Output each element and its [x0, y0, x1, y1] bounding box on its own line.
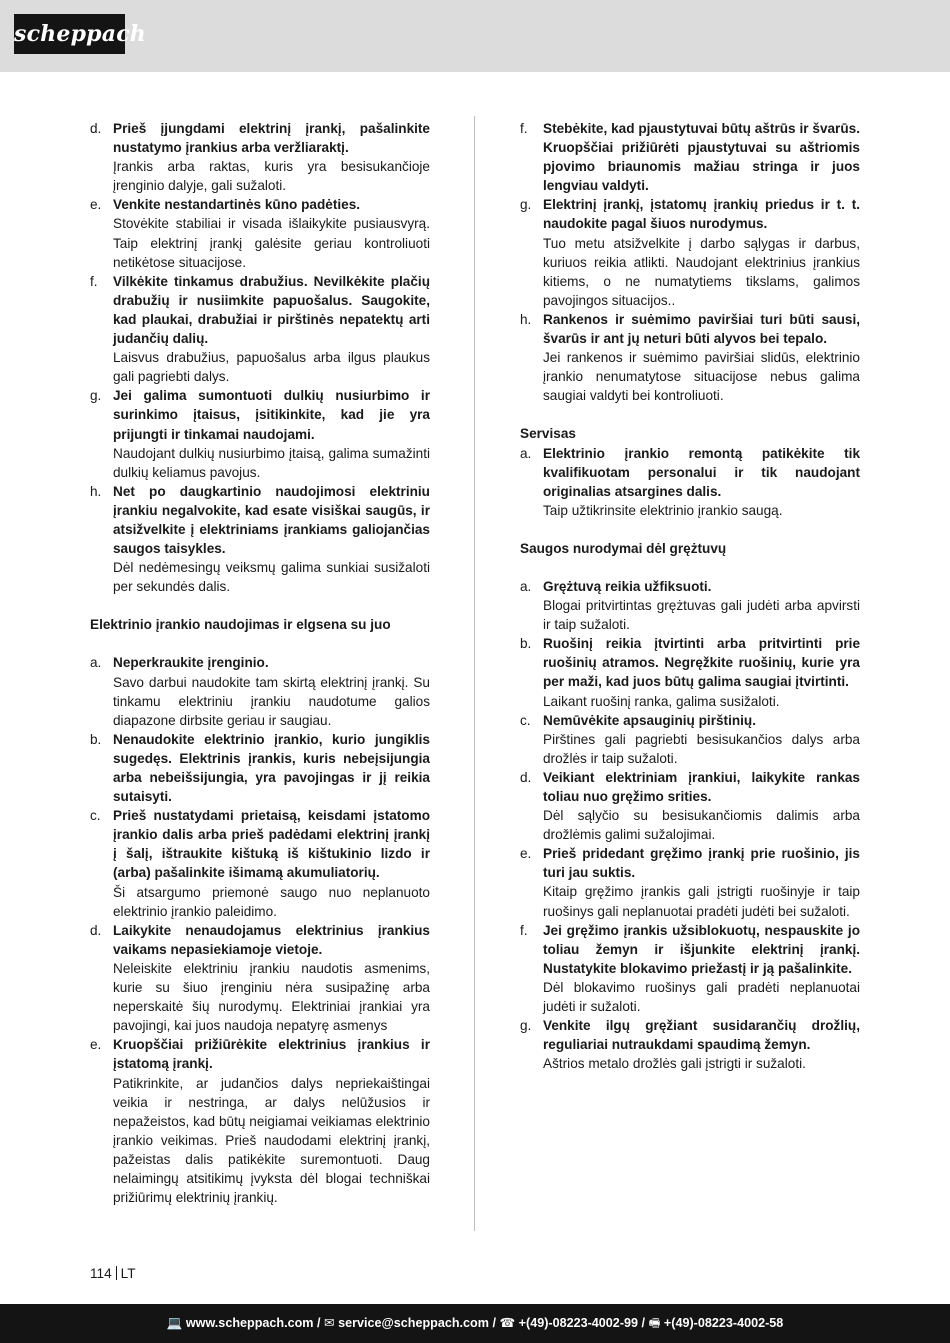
list-item	[90, 272, 430, 387]
instruction-title: Elektrinį įrankį, įstatomų įrankių priedus ir t. t. naudokite pagal šiuos nurodymus.	[543, 197, 860, 232]
list-marker: c.	[520, 712, 531, 728]
list-marker: a.	[520, 445, 532, 461]
spacer	[520, 558, 860, 577]
instruction-title: Prieš įjungdami elektrinį įrankį, pašalinkite nustatymo įrankius arba veržliaraktį.	[113, 121, 430, 156]
instruction-title: Rankenos ir suėmimo paviršiai turi būti sausi, švarūs ir ant jų neturi būti alyvos bei tepalo.	[543, 311, 860, 347]
list-marker: h.	[520, 311, 532, 327]
page-header	[0, 0, 950, 72]
list-marker: b.	[90, 731, 102, 747]
instruction-description: Stovėkite stabiliai ir visada išlaikykite pusiausvyrą. Taip elektrinį įrankį galėsite geriau kontroliuoti netikėtose situacijose.	[113, 216, 430, 270]
right-list-tool-use-cont	[520, 119, 860, 405]
list-item	[90, 195, 430, 271]
fax-icon: 🖷	[648, 1316, 661, 1330]
list-marker: e.	[90, 197, 102, 213]
spacer	[520, 405, 860, 424]
list-item	[520, 844, 860, 920]
website-link[interactable]: www.scheppach.com /	[185, 1316, 321, 1330]
list-item	[520, 577, 860, 634]
separator	[116, 1266, 117, 1280]
list-item	[520, 444, 860, 520]
list-marker: c.	[90, 808, 101, 824]
list-item	[520, 1016, 860, 1073]
instruction-title: Nenaudokite elektrinio įrankio, kurio jungiklis sugedęs. Elektrinis įrankis, kuris nebeįsijungia arba nebeišsijungia, yra pavojingas ir jį reikia sutaisyti.	[113, 731, 430, 805]
left-list-tool-use	[90, 653, 430, 1207]
instruction-title: Venkite ilgų gręžiant susidarančių drožlių, reguliariai nutraukdami spaudimą žemyn.	[543, 1018, 860, 1053]
instruction-description: Dėl blokavimo ruošinys gali pradėti neplanuotai judėti ir sužaloti.	[543, 979, 860, 1015]
list-marker: a.	[520, 578, 532, 594]
list-marker: g.	[520, 1018, 532, 1034]
phone-icon: ☎	[499, 1316, 516, 1330]
list-marker: e.	[520, 846, 532, 862]
left-column	[90, 119, 430, 1207]
list-item	[520, 634, 860, 710]
instruction-description: Laikant ruošinį ranka, galima susižaloti.	[543, 693, 780, 709]
instruction-description: Savo darbui naudokite tam skirtą elektrinį įrankį. Su tinkamu elektriniu įrankiu naudotume galios diapazone dirbsite geriau ir saugiau.	[113, 674, 430, 728]
instruction-description: Pirštines gali pagriebti besisukančios dalys arba drožlės ir taip sužaloti.	[543, 731, 860, 766]
instruction-title: Prieš pridedant gręžimo įrankį prie ruošinio, jis turi jau suktis.	[543, 846, 860, 881]
instruction-title: Nemūvėkite apsauginių pirštinių.	[543, 712, 757, 728]
spacer	[90, 596, 430, 615]
language-code: LT	[120, 1266, 136, 1281]
page-number: 114	[90, 1266, 112, 1281]
instruction-title: Veikiant elektriniam įrankiui, laikykite rankas toliau nuo gręžimo srities.	[543, 769, 860, 804]
list-item	[90, 386, 430, 481]
list-item	[520, 768, 860, 844]
section-heading-drill-safety: Saugos nurodymai dėl grężtuvų	[520, 540, 727, 556]
list-item	[90, 921, 430, 1036]
email-link[interactable]: service@scheppach.com /	[338, 1316, 496, 1330]
instruction-description: Ši atsargumo priemonė saugo nuo neplanuoto elektrinio įrankio paleidimo.	[113, 884, 430, 919]
list-item	[520, 310, 860, 405]
instruction-title: Neperkraukite įrenginio.	[113, 655, 269, 671]
instruction-description: Laisvus drabužius, papuošalus arba ilgus plaukus gali pagriebti dalys.	[113, 350, 430, 385]
list-marker: f.	[520, 121, 528, 136]
list-item	[90, 806, 430, 921]
instruction-description: Jei rankenos ir suėmimo paviršiai slidūs, elektrinio įrankio nenumatytose situacijose nebus galima saugiai valdyti bei kontroliuoti.	[543, 350, 860, 404]
list-marker: d.	[90, 922, 102, 938]
instruction-description: Aštrios metalo drožlės gali įstrigti ir sužaloti.	[543, 1056, 806, 1072]
instruction-title: Jei galima sumontuoti dulkių nusiurbimo ir surinkimo įtaisus, įsitikinkite, kad jie yra prijungti ir tinkamai naudojami.	[113, 388, 430, 442]
list-item	[90, 653, 430, 729]
section-heading-service: Servisas	[520, 426, 576, 442]
right-list-service	[520, 444, 860, 520]
spacer	[90, 634, 430, 653]
list-item	[520, 119, 860, 195]
instruction-description: Įrankis arba raktas, kuris yra besisukančioje įrenginio dalyje, gali sužaloti.	[113, 159, 430, 194]
column-divider	[474, 116, 475, 1231]
list-marker: e.	[90, 1037, 102, 1053]
instruction-title: Prieš nustatydami prietaisą, keisdami įstatomo įrankio dalis arba prieš padėdami elektrinį įrankį į šalį, ištraukite kištuką iš kištukinio lizdo ir (arba) pašalinkite išimamą akumuliatorių.	[113, 808, 430, 881]
instruction-title: Ruošinį reikia įtvirtinti arba pritvirtinti prie ruošinių atramos. Negręžkite ruošinių, kurie yra per maži, kad juos būtų galima saugiai įtvirtinti.	[543, 636, 860, 690]
instruction-title: Elektrinio įrankio remontą patikėkite tik kvalifikuotam personalui ir tik naudojant originalias atsargines dalis.	[543, 445, 860, 499]
list-item	[520, 711, 860, 768]
instruction-description: Tuo metu atsižvelkite į darbo sąlygas ir darbus, kuriuos reikia atlikti. Naudojant elektrinius įrankius kitiems, o ne numatytiems tikslams, galimos pavojingos situacijos..	[543, 235, 860, 308]
instruction-title: Venkite nestandartinės kūno padėties.	[113, 197, 361, 213]
scheppach-logo: scheppach	[14, 14, 125, 54]
instruction-description: Taip užtikrinsite elektrinio įrankio saugą.	[543, 502, 783, 518]
list-item	[90, 730, 430, 806]
list-item	[520, 195, 860, 310]
computer-icon: 💻	[166, 1316, 183, 1330]
list-marker: f.	[520, 922, 528, 938]
list-marker: f.	[90, 273, 98, 289]
page-number-block	[90, 1265, 136, 1283]
list-marker: d.	[90, 121, 102, 136]
spacer	[520, 520, 860, 539]
fax-number: +(49)-08223-4002-58	[663, 1316, 784, 1330]
instruction-description: Neleiskite elektriniu įrankiu naudotis asmenims, kurie su šiuo įrenginiu nėra susipažinę arba neperskaitė šių nurodymų. Elektriniai įrankiai yra pavojingi, kai juos naudoja nepatyrę asmenys	[113, 960, 430, 1034]
left-list-general-safety	[90, 119, 430, 596]
instruction-description: Dėl sąlyčio su besisukančiomis dalimis arba drožlėmis galimi sužalojimai.	[543, 808, 860, 843]
instruction-title: Stebėkite, kad pjaustytuvai būtų aštrūs ir švarūs. Kruopščiai prižiūrėti pjaustytuvai su aštriomis pjovimo briaunomis mažiau stringa ir juos lengviau valdyti.	[543, 121, 860, 194]
right-column	[520, 119, 860, 1073]
list-marker: g.	[520, 197, 532, 213]
contact-bar	[0, 1304, 950, 1343]
instruction-description: Naudojant dulkių nusiurbimo įtaisą, galima sumažinti dulkių keliamus pavojus.	[113, 445, 430, 480]
instruction-title: Grężtuvą reikia užfiksuoti.	[543, 578, 712, 594]
list-item	[90, 1035, 430, 1207]
list-marker: g.	[90, 388, 102, 404]
list-item	[90, 482, 430, 597]
instruction-title: Jei gręžimo įrankis užsiblokuotų, nespauskite jo toliau žemyn ir išjunkite elektrinį įrankį. Nustatykite blokavimo priežastį ir ją pašalinkite.	[543, 922, 860, 976]
list-marker: a.	[90, 655, 102, 671]
instruction-title: Net po daugkartinio naudojimosi elektriniu įrankiu negalvokite, kad esate visiškai saugūs, ir atsižvelkite į elektriniams įrankiams galiojančias saugos taisykles.	[113, 483, 430, 557]
phone-number: +(49)-08223-4002-99 /	[518, 1316, 646, 1330]
instruction-title: Laikykite nenaudojamus elektrinius įrankius vaikams nepasiekiamoje vietoje.	[113, 922, 430, 957]
list-marker: b.	[520, 636, 532, 652]
list-item	[90, 119, 430, 195]
list-marker: h.	[90, 483, 102, 499]
instruction-description: Kitaip gręžimo įrankis gali įstrigti ruošinyje ir taip ruošinys gali neplanuotai pradėti judėti bei sužaloti.	[543, 884, 860, 919]
instruction-description: Patikrinkite, ar judančios dalys nepriekaištingai veikia ir nestringa, ar dalys nelūžusios ir nepažeistos, kad būtų neigiamai veikiamas elektrinio įrankio veikimas. Prieš naudodami elektrinį įrankį, pažeistas dalis patikėkite suremontuoti. Daug nelaimingų atsitikimų įvyksta dėl blogai techniškai prižiūrimų elektrinių įrankių.	[113, 1075, 430, 1206]
instruction-description: Blogai pritvirtintas grężtuvas gali judėti arba apvirsti ir taip sužaloti.	[543, 598, 860, 633]
list-marker: d.	[520, 769, 532, 785]
section-heading-tool-use: Elektrinio įrankio naudojimas ir elgsena su juo	[90, 617, 391, 633]
instruction-description: Dėl nedėmesingų veiksmų galima sunkiai susižaloti per sekundės dalis.	[113, 560, 430, 595]
list-item	[520, 921, 860, 1016]
instruction-title: Vilkėkite tinkamus drabužius. Nevilkėkite plačių drabužių ir nusiimkite papuošalus. Saugokite, kad plaukai, drabužiai ir pirštinės nepatektų arti judančių dalių.	[113, 273, 430, 347]
instruction-title: Kruopščiai prižiūrėkite elektrinius įrankius ir įstatomą įrankį.	[113, 1037, 430, 1072]
mail-icon: ✉	[324, 1316, 335, 1330]
right-list-drill-safety	[520, 577, 860, 1073]
